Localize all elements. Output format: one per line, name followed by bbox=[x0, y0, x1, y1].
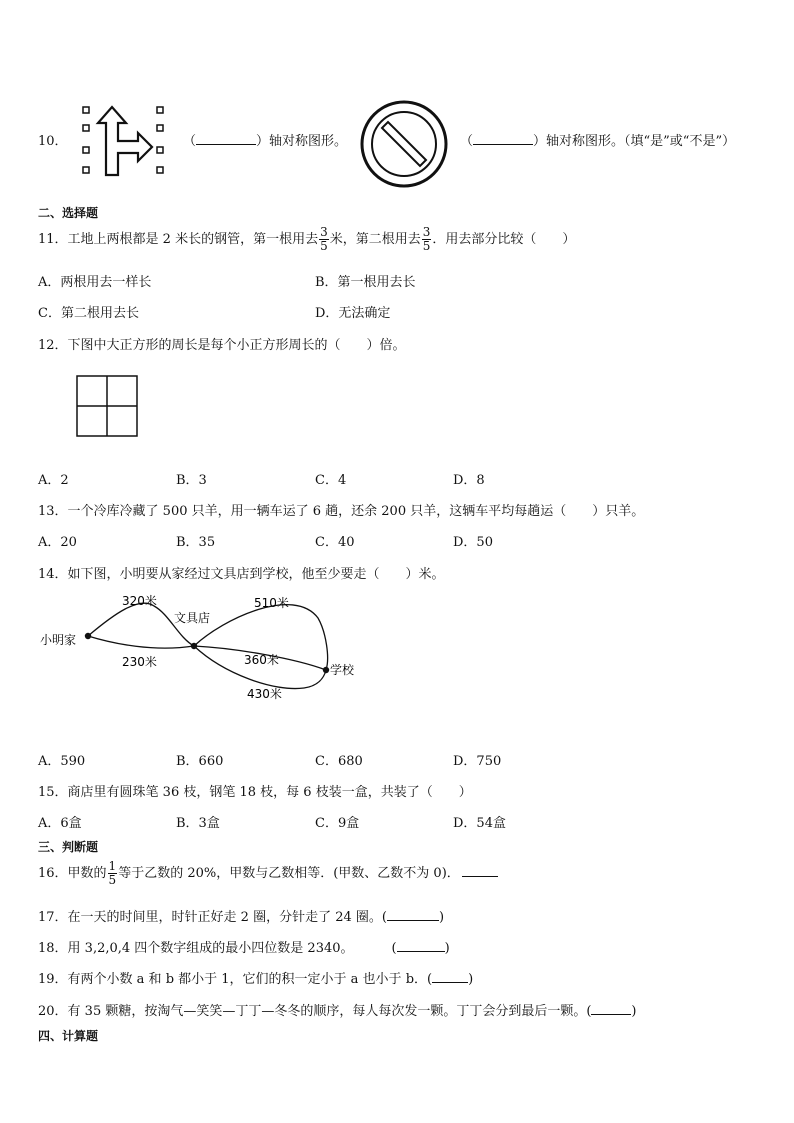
home-point bbox=[85, 633, 91, 639]
q17-text: 17．在一天的时间里，时针正好走 2 圈，分针走了 24 圈。( bbox=[38, 910, 387, 925]
q19-answer-blank[interactable] bbox=[432, 970, 468, 983]
q20-close: ) bbox=[631, 1004, 637, 1019]
q11-text-post: ．用去部分比较（ ） bbox=[432, 232, 576, 247]
distance-label-430: 430米 bbox=[247, 687, 282, 701]
q14-option-c[interactable]: C．680 bbox=[315, 754, 363, 769]
q16-fraction-denominator: 5 bbox=[108, 873, 117, 887]
q19-text: 19．有两个小数 a 和 b 都小于 1，它们的积一定小于 a 也小于 b．( bbox=[38, 972, 433, 987]
no-entry-sign-figure bbox=[358, 98, 450, 190]
q14-option-d[interactable]: D．750 bbox=[453, 754, 502, 769]
q17-close: ) bbox=[438, 910, 445, 925]
q20-answer-blank[interactable] bbox=[591, 1002, 631, 1015]
q16-fraction-numerator: 1 bbox=[108, 859, 117, 873]
q18-question bbox=[38, 937, 450, 956]
distance-label-230: 230米 bbox=[122, 655, 157, 669]
q15-option-c[interactable]: C．9盒 bbox=[315, 816, 360, 831]
q11-option-c[interactable]: C．第二根用去长 bbox=[38, 306, 139, 321]
q11-text-mid: 米，第二根用去 bbox=[329, 232, 421, 247]
q10-blank2-open: （ bbox=[460, 134, 474, 149]
sign-arrows-figure bbox=[78, 103, 170, 179]
q10-answer-blank-2[interactable] bbox=[473, 132, 533, 145]
q11-fraction-1-denominator: 5 bbox=[320, 239, 328, 253]
q17-answer-blank[interactable] bbox=[387, 908, 439, 921]
q20-question bbox=[38, 1000, 637, 1019]
q11-option-d[interactable]: D．无法确定 bbox=[315, 306, 391, 321]
q16-answer-blank[interactable] bbox=[462, 864, 498, 877]
q13-option-d[interactable]: D．50 bbox=[453, 535, 493, 550]
q14-question: 14．如下图，小明要从家经过文具店到学校，他至少要走（ ）米。 bbox=[38, 567, 445, 582]
distance-label-510: 510米 bbox=[254, 596, 289, 610]
q12-question: 12．下图中大正方形的周长是每个小正方形周长的（ ）倍。 bbox=[38, 338, 406, 353]
q20-text: 20．有 35 颗糖，按淘气—笑笑—丁丁—冬冬的顺序，每人每次发一颗。丁丁会分到最后一颗。( bbox=[38, 1004, 592, 1019]
q12-option-c[interactable]: C．4 bbox=[315, 473, 347, 488]
store-point bbox=[191, 643, 197, 649]
q12-option-d[interactable]: D．8 bbox=[453, 473, 485, 488]
store-label: 文具店 bbox=[174, 611, 211, 625]
q12-option-b[interactable]: B．3 bbox=[176, 473, 207, 488]
q11-fraction-1-numerator: 3 bbox=[320, 225, 328, 239]
home-label: 小明家 bbox=[40, 633, 77, 647]
q13-option-b[interactable]: B．35 bbox=[176, 535, 216, 550]
q10-blank2-close: ）轴对称图形。（填“是”或“不是”） bbox=[533, 134, 736, 149]
q10-blank1-close: ）轴对称图形。 bbox=[256, 134, 348, 149]
q13-option-a[interactable]: A．20 bbox=[38, 535, 77, 550]
q11-fraction-2-numerator: 3 bbox=[422, 225, 431, 239]
q18-open: ( bbox=[391, 941, 397, 956]
route-map-figure bbox=[34, 588, 374, 708]
distance-label-360: 360米 bbox=[244, 653, 279, 667]
q16-fraction bbox=[108, 860, 118, 887]
distance-label-320: 320米 bbox=[122, 594, 157, 608]
q19-close: ) bbox=[468, 972, 474, 987]
q17-question bbox=[38, 906, 444, 925]
school-label: 学校 bbox=[330, 663, 355, 677]
q11-fraction-2 bbox=[422, 226, 432, 253]
q18-close: ) bbox=[444, 941, 450, 956]
section-title-choice: 二、选择题 bbox=[38, 206, 99, 220]
q11-option-b[interactable]: B．第一根用去长 bbox=[315, 275, 416, 290]
q13-option-c[interactable]: C．40 bbox=[315, 535, 355, 550]
q16-text-pre: 16．甲数的 bbox=[38, 866, 107, 881]
q10-blank1-open: （ bbox=[183, 134, 197, 149]
q14-option-a[interactable]: A．590 bbox=[38, 754, 86, 769]
q11-fraction-1 bbox=[319, 226, 329, 253]
section-title-calculation: 四、计算题 bbox=[38, 1029, 99, 1043]
q16-text-post: 等于乙数的 20%，甲数与乙数相等．(甲数、乙数不为 0)． bbox=[118, 866, 460, 881]
section-title-judgement: 三、判断题 bbox=[38, 840, 99, 854]
q12-option-a[interactable]: A．2 bbox=[38, 473, 69, 488]
q10-number: 10． bbox=[38, 134, 68, 149]
q18-answer-blank[interactable] bbox=[397, 939, 445, 952]
q15-option-b[interactable]: B．3盒 bbox=[176, 816, 220, 831]
q19-question bbox=[38, 968, 473, 987]
q15-option-a[interactable]: A．6盒 bbox=[38, 816, 82, 831]
q11-fraction-2-denominator: 5 bbox=[422, 239, 431, 253]
q16-question bbox=[38, 860, 498, 887]
q11-question bbox=[38, 226, 575, 253]
q15-question: 15．商店里有圆珠笔 36 枝，钢笔 18 枝，每 6 枝装一盒，共装了（ ） bbox=[38, 785, 472, 800]
q13-question: 13．一个冷库冷藏了 500 只羊，用一辆车运了 6 趟，还余 200 只羊，这辆车平均每趟运（ ）只羊。 bbox=[38, 504, 645, 519]
q14-option-b[interactable]: B．660 bbox=[176, 754, 224, 769]
q15-option-d[interactable]: D．54盒 bbox=[453, 816, 506, 831]
school-point bbox=[323, 667, 329, 673]
four-squares-figure bbox=[76, 375, 138, 437]
q10-answer-blank-1[interactable] bbox=[196, 132, 256, 145]
q10-blank1-line bbox=[183, 130, 347, 149]
q11-text-pre: 11．工地上两根都是 2 米长的钢管，第一根用去 bbox=[38, 232, 319, 247]
q10-blank2-line bbox=[460, 130, 735, 149]
q11-option-a[interactable]: A．两根用去一样长 bbox=[38, 275, 152, 290]
q18-text: 18．用 3,2,0,4 四个数字组成的最小四位数是 2340。 bbox=[38, 941, 354, 956]
